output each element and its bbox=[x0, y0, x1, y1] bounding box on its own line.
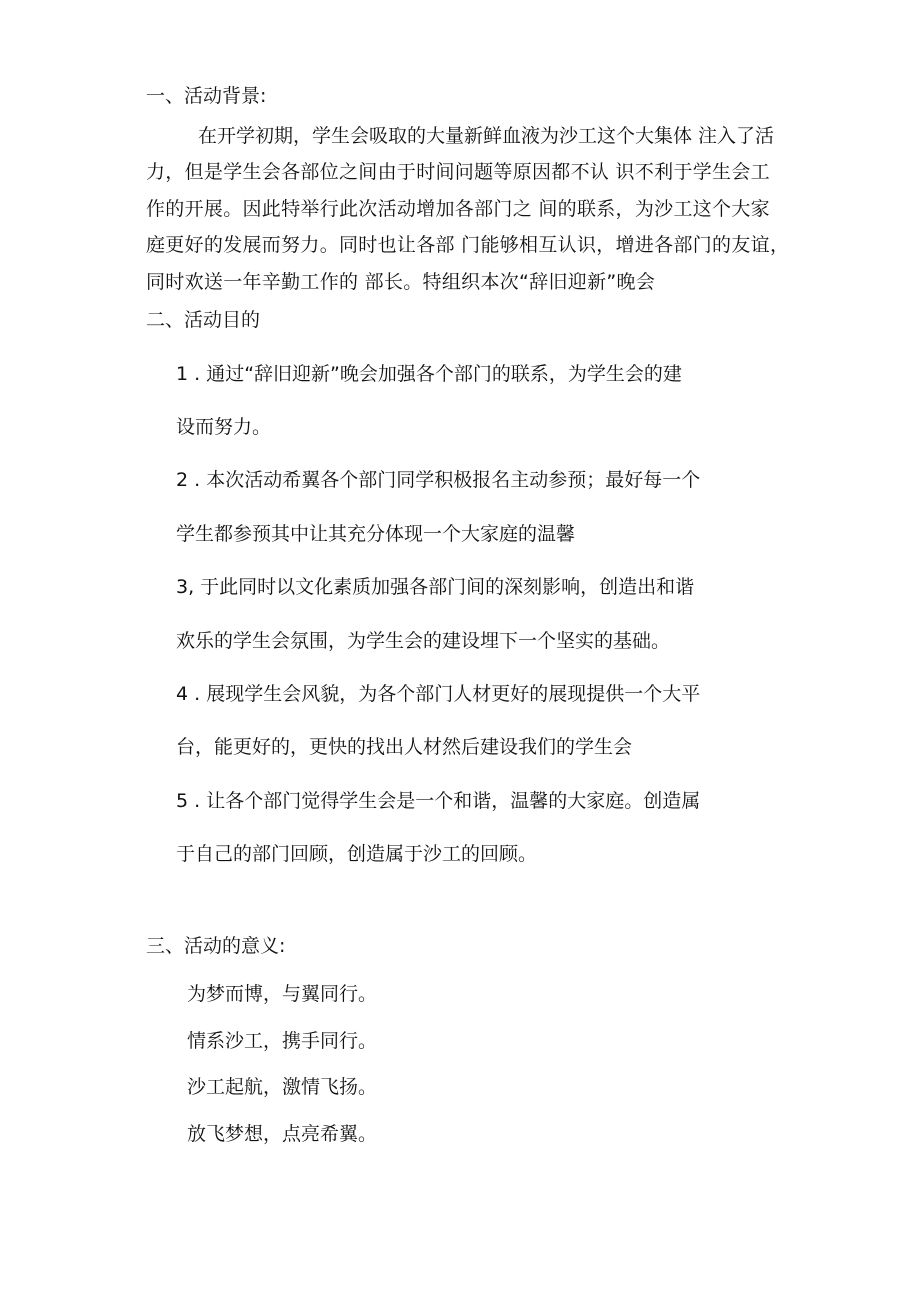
background-paragraph-line: 在开学初期，学生会吸取的大量新鲜血液为沙工这个大集体 注入了活 bbox=[198, 125, 775, 147]
purpose-item-line: 4 . 展现学生会风貌，为各个部门人材更好的展现提供一个大平 bbox=[176, 683, 701, 705]
purpose-item-line: 5 . 让各个部门觉得学生会是一个和谐，温馨的大家庭。创造属 bbox=[176, 790, 701, 812]
background-paragraph-line: 同时欢送一年辛勤工作的 部长。特组织本次“辞旧迎新”晚会 bbox=[146, 271, 656, 293]
purpose-item-line: 于自己的部门回顾，创造属于沙工的回顾。 bbox=[176, 843, 538, 865]
purpose-item-line: 2 . 本次活动希翼各个部门同学积极报名主动参预；最好每一个 bbox=[176, 469, 701, 491]
purpose-item-line: 学生都参预其中让其充分体现一个大家庭的温馨 bbox=[176, 523, 576, 545]
purpose-item-line: 设而努力。 bbox=[176, 416, 272, 438]
section-heading-background: 一、活动背景: bbox=[146, 85, 267, 107]
background-paragraph-line: 作的开展。因此特举行此次活动增加各部门之 间的联系，为沙工这个大家 bbox=[146, 198, 770, 220]
slogan-line: 为梦而博，与翼同行。 bbox=[187, 983, 378, 1005]
purpose-item-line: 台，能更好的，更快的找出人材然后建设我们的学生会 bbox=[176, 736, 633, 758]
purpose-item-line: 3, 于此同时以文化素质加强各部门间的深刻影响，创造出和谐 bbox=[176, 576, 695, 598]
section-heading-purpose: 二、活动目的 bbox=[146, 309, 261, 331]
slogan-line: 情系沙工，携手同行。 bbox=[187, 1030, 378, 1052]
section-heading-meaning: 三、活动的意义: bbox=[146, 935, 286, 957]
background-paragraph-line: 庭更好的发展而努力。同时也让各部 门能够相互认识，增进各部门的友谊， bbox=[146, 234, 790, 256]
purpose-item-line: 1 . 通过“辞旧迎新”晚会加强各个部门的联系，为学生会的建 bbox=[176, 363, 682, 385]
slogan-line: 沙工起航，激情飞扬。 bbox=[187, 1076, 378, 1098]
purpose-item-line: 欢乐的学生会氛围，为学生会的建设埋下一个坚实的基础。 bbox=[176, 630, 671, 652]
background-paragraph-line: 力，但是学生会各部位之间由于时间问题等原因都不认 识不利于学生会工 bbox=[146, 161, 770, 183]
slogan-line: 放飞梦想，点亮希翼。 bbox=[187, 1123, 378, 1145]
